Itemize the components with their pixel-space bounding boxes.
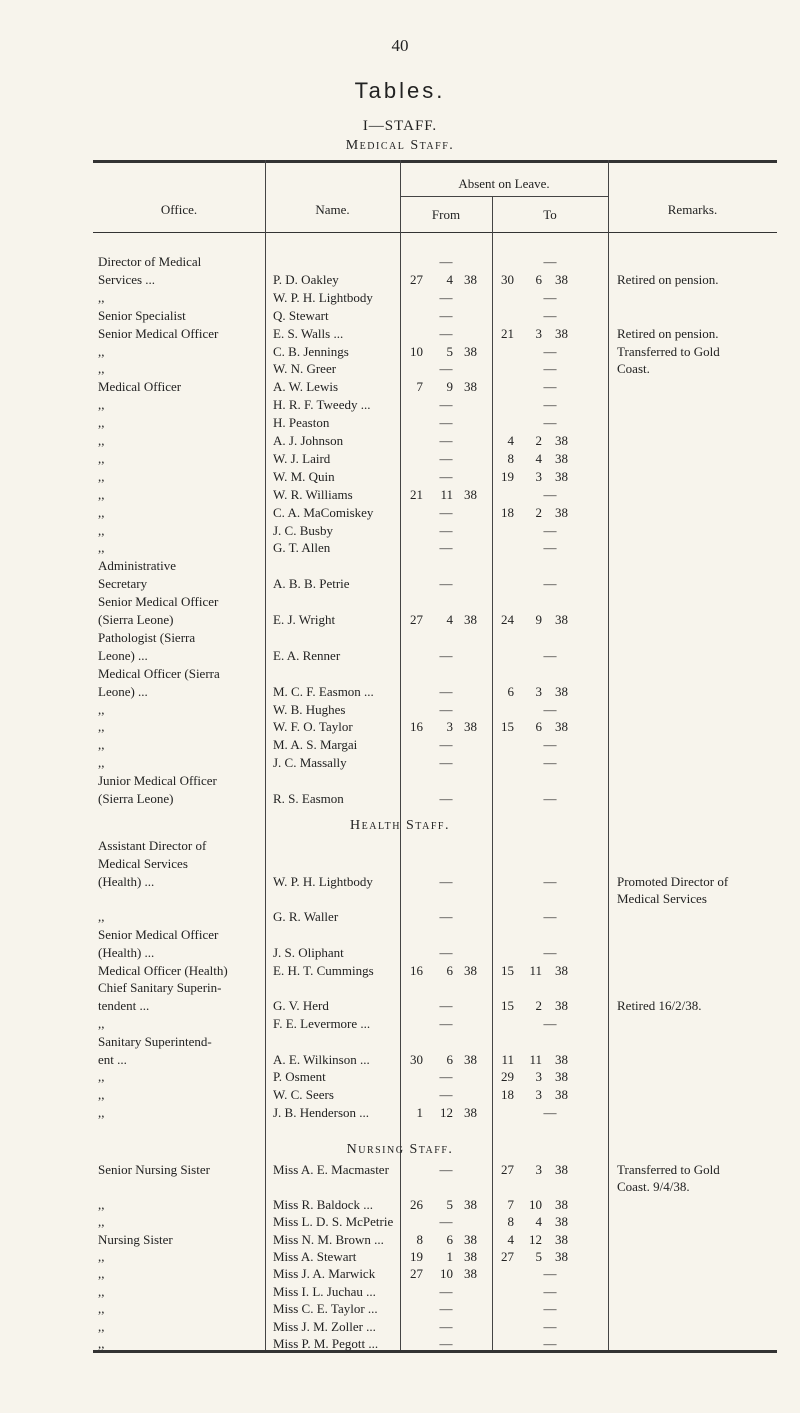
remarks-cell: Transferred to Gold xyxy=(617,343,720,359)
office-cell: ,, xyxy=(98,1249,105,1264)
leave-to-dash: — xyxy=(543,576,557,592)
leave-to-date-part: 7 xyxy=(507,1196,514,1212)
office-cell: ,, xyxy=(98,1196,105,1212)
office-cell: ,, xyxy=(98,361,105,377)
leave-from-date-part: 8 xyxy=(416,1231,423,1247)
name-cell: J. C. Massally xyxy=(273,755,347,771)
office-cell: Director of Medical xyxy=(98,254,202,269)
leave-from-date-part: 4 xyxy=(446,612,453,627)
leave-to-date-part: 3 xyxy=(535,1162,542,1177)
leave-to-date-part: 15 xyxy=(501,719,514,735)
leave-to-dash: — xyxy=(543,540,557,556)
leave-to-date-part: 38 xyxy=(555,433,568,448)
leave-from-date-part: 38 xyxy=(464,1051,477,1067)
leave-to-dash: — xyxy=(543,343,557,359)
leave-to-date-part: 24 xyxy=(501,612,514,627)
leave-from-dash: — xyxy=(439,1069,453,1085)
leave-to-dash: — xyxy=(543,909,557,925)
header-subrule xyxy=(400,196,608,197)
leave-to-date-part: 3 xyxy=(535,325,542,341)
leave-from-date-part: 27 xyxy=(410,271,423,287)
section-nursing-staff: Nursing Staff. xyxy=(346,1142,454,1157)
name-cell: M. C. F. Easmon ... xyxy=(273,683,374,699)
leave-from-date-part: 38 xyxy=(464,271,477,287)
name-cell: Q. Stewart xyxy=(273,307,329,323)
leave-to-date-part: 6 xyxy=(535,719,542,735)
name-cell: R. S. Easmon xyxy=(273,791,344,806)
name-cell: W. P. H. Lightbody xyxy=(273,289,373,305)
leave-from-dash: — xyxy=(439,504,453,520)
leave-from-dash: — xyxy=(439,791,453,806)
leave-from-date-part: 27 xyxy=(410,1266,423,1282)
office-cell: ,, xyxy=(98,522,105,538)
leave-to-dash: — xyxy=(543,379,557,395)
leave-from-dash: — xyxy=(439,701,453,717)
leave-from-date-part: 38 xyxy=(464,962,477,978)
section-subtitle: Medical Staff. xyxy=(345,138,455,153)
leave-to-date-part: 2 xyxy=(535,998,542,1014)
leave-from-date-part: 16 xyxy=(410,719,423,735)
table-header-rule xyxy=(93,232,777,233)
name-cell: G. T. Allen xyxy=(273,540,331,556)
office-cell: Services ... xyxy=(98,271,156,287)
remarks-cell: Retired on pension. xyxy=(617,271,719,287)
remarks-cell: Promoted Director of xyxy=(617,873,729,889)
leave-to-date-part: 9 xyxy=(535,612,542,627)
office-cell: Senior Medical Officer xyxy=(98,594,219,610)
leave-to-date-part: 10 xyxy=(529,1196,542,1212)
office-cell: ,, xyxy=(98,1283,105,1299)
name-cell: Miss J. A. Marwick xyxy=(273,1266,376,1282)
office-cell: ,, xyxy=(98,1266,105,1282)
leave-from-dash: — xyxy=(439,944,453,960)
section-title: I—STAFF. xyxy=(362,118,438,134)
remarks-cell: Retired on pension. xyxy=(617,325,719,341)
leave-from-dash: — xyxy=(439,433,453,448)
leave-from-date-part: 12 xyxy=(440,1105,453,1120)
leave-to-date-part: 30 xyxy=(501,271,514,287)
leave-from-date-part: 10 xyxy=(440,1266,453,1282)
name-cell: Miss L. D. S. McPetrie xyxy=(273,1214,394,1230)
leave-to-dash: — xyxy=(543,1336,557,1351)
leave-to-dash: — xyxy=(543,1105,557,1120)
office-cell: ,, xyxy=(98,755,105,771)
remarks-cell: Transferred to Gold xyxy=(617,1162,720,1177)
leave-from-date-part: 38 xyxy=(464,1231,477,1247)
name-cell: J. S. Oliphant xyxy=(273,944,344,960)
leave-from-dash: — xyxy=(439,450,453,466)
leave-from-date-part: 11 xyxy=(440,486,453,502)
office-cell: ,, xyxy=(98,289,105,305)
leave-from-date-part: 1 xyxy=(416,1105,423,1120)
leave-to-dash: — xyxy=(543,1301,557,1317)
office-cell: Administrative xyxy=(98,558,176,574)
leave-to-date-part: 29 xyxy=(501,1069,514,1085)
leave-from-dash: — xyxy=(439,1283,453,1299)
leave-from-date-part: 27 xyxy=(410,612,423,627)
name-cell: W. N. Greer xyxy=(273,361,337,377)
leave-to-date-part: 3 xyxy=(535,1087,542,1103)
leave-to-dash: — xyxy=(543,873,557,889)
office-cell: Sanitary Superintend- xyxy=(98,1033,212,1049)
leave-to-date-part: 3 xyxy=(535,1069,542,1085)
name-cell: M. A. S. Margai xyxy=(273,737,358,753)
leave-to-date-part: 3 xyxy=(535,468,542,484)
name-cell: W. P. H. Lightbody xyxy=(273,873,373,889)
remarks-cell: Coast. xyxy=(617,361,650,377)
remarks-cell: Coast. 9/4/38. xyxy=(617,1179,690,1195)
office-cell: Assistant Director of xyxy=(98,838,207,853)
office-cell: ,, xyxy=(98,719,105,735)
leave-to-dash: — xyxy=(543,1266,557,1282)
leave-from-date-part: 10 xyxy=(410,343,423,359)
leave-to-dash: — xyxy=(543,791,557,806)
name-cell: H. R. F. Tweedy ... xyxy=(273,397,371,413)
leave-from-dash: — xyxy=(439,647,453,663)
office-cell: ,, xyxy=(98,343,105,359)
name-cell: P. D. Oakley xyxy=(273,271,339,287)
leave-to-date-part: 21 xyxy=(501,325,514,341)
header-office: Office. xyxy=(160,202,198,217)
leave-from-dash: — xyxy=(439,1162,453,1177)
table-top-rule xyxy=(93,160,777,163)
leave-to-date-part: 38 xyxy=(555,504,568,520)
office-cell: ,, xyxy=(98,1336,105,1351)
leave-to-date-part: 8 xyxy=(507,450,514,466)
leave-from-dash: — xyxy=(439,683,453,699)
name-cell: Miss I. L. Juchau ... xyxy=(273,1283,376,1299)
table-row xyxy=(0,791,800,811)
leave-from-date-part: 30 xyxy=(410,1051,423,1067)
leave-to-date-part: 15 xyxy=(501,998,514,1014)
office-cell: Leone) ... xyxy=(98,647,148,663)
leave-to-date-part: 4 xyxy=(507,433,514,448)
leave-to-date-part: 4 xyxy=(507,1231,514,1247)
leave-to-dash: — xyxy=(543,522,557,538)
office-cell: ,, xyxy=(98,450,105,466)
name-cell: E. A. Renner xyxy=(273,647,341,663)
leave-to-date-part: 4 xyxy=(535,1214,542,1230)
name-cell: J. C. Busby xyxy=(273,522,333,538)
office-cell: Medical Officer xyxy=(98,379,182,395)
leave-to-dash: — xyxy=(543,944,557,960)
name-cell: E. S. Walls ... xyxy=(273,325,344,341)
office-cell: ,, xyxy=(98,701,105,717)
leave-to-date-part: 2 xyxy=(535,433,542,448)
leave-to-dash: — xyxy=(543,647,557,663)
office-cell: (Health) ... xyxy=(98,944,155,960)
office-cell: ,, xyxy=(98,433,105,448)
leave-from-date-part: 38 xyxy=(464,1249,477,1264)
leave-to-dash: — xyxy=(543,397,557,413)
name-cell: F. E. Levermore ... xyxy=(273,1016,371,1031)
leave-to-dash: — xyxy=(543,254,557,269)
remarks-cell: Retired 16/2/38. xyxy=(617,998,702,1014)
leave-to-dash: — xyxy=(543,1283,557,1299)
leave-from-date-part: 21 xyxy=(410,486,423,502)
leave-from-date-part: 6 xyxy=(446,1051,453,1067)
name-cell: G. R. Waller xyxy=(273,909,339,925)
leave-from-date-part: 1 xyxy=(446,1249,453,1264)
office-cell: Senior Medical Officer xyxy=(98,927,219,942)
office-cell: ,, xyxy=(98,1069,105,1085)
leave-to-date-part: 6 xyxy=(535,271,542,287)
leave-from-date-part: 38 xyxy=(464,1196,477,1212)
page-title: Tables. xyxy=(354,78,446,103)
leave-to-date-part: 38 xyxy=(555,962,568,978)
leave-to-date-part: 11 xyxy=(501,1051,514,1067)
name-cell: J. B. Henderson ... xyxy=(273,1105,370,1120)
leave-to-dash: — xyxy=(543,1318,557,1334)
leave-from-date-part: 26 xyxy=(410,1196,423,1212)
leave-from-dash: — xyxy=(439,1016,453,1031)
leave-to-dash: — xyxy=(543,415,557,431)
leave-to-date-part: 8 xyxy=(507,1214,514,1230)
leave-from-dash: — xyxy=(439,522,453,538)
header-from: From xyxy=(431,207,461,222)
leave-from-dash: — xyxy=(439,1214,453,1230)
leave-to-date-part: 38 xyxy=(555,468,568,484)
leave-to-date-part: 38 xyxy=(555,325,568,341)
table-row xyxy=(0,1105,800,1125)
leave-to-date-part: 38 xyxy=(555,1196,568,1212)
name-cell: A. B. B. Petrie xyxy=(273,576,350,592)
name-cell: Miss C. E. Taylor ... xyxy=(273,1301,378,1317)
leave-to-date-part: 11 xyxy=(529,962,542,978)
leave-to-date-part: 11 xyxy=(529,1051,542,1067)
name-cell: A. W. Lewis xyxy=(273,379,338,395)
leave-to-date-part: 2 xyxy=(535,504,542,520)
name-cell: Miss A. E. Macmaster xyxy=(273,1162,389,1177)
name-cell: W. B. Hughes xyxy=(273,701,346,717)
name-cell: E. H. T. Cummings xyxy=(273,962,374,978)
leave-from-dash: — xyxy=(439,909,453,925)
header-remarks: Remarks. xyxy=(667,202,718,217)
leave-to-dash: — xyxy=(543,307,557,323)
name-cell: W. F. O. Taylor xyxy=(273,719,353,735)
name-cell: Miss N. M. Brown ... xyxy=(273,1231,384,1247)
office-cell: ,, xyxy=(98,909,105,925)
name-cell: W. R. Williams xyxy=(273,486,353,502)
leave-to-dash: — xyxy=(543,737,557,753)
name-cell: H. Peaston xyxy=(273,415,330,431)
name-cell: A. J. Johnson xyxy=(273,433,344,448)
name-cell: Miss R. Baldock ... xyxy=(273,1196,374,1212)
office-cell: Medical Officer (Sierra xyxy=(98,665,220,681)
leave-to-dash: — xyxy=(543,289,557,305)
office-cell: ,, xyxy=(98,1087,105,1103)
office-cell: Chief Sanitary Superin- xyxy=(98,980,222,996)
leave-from-dash: — xyxy=(439,540,453,556)
leave-from-date-part: 38 xyxy=(464,612,477,627)
leave-to-dash: — xyxy=(543,486,557,502)
leave-from-dash: — xyxy=(439,737,453,753)
leave-to-date-part: 38 xyxy=(555,1214,568,1230)
leave-from-dash: — xyxy=(439,325,453,341)
leave-from-dash: — xyxy=(439,361,453,377)
leave-from-date-part: 38 xyxy=(464,486,477,502)
office-cell: Junior Medical Officer xyxy=(98,773,217,789)
leave-to-date-part: 15 xyxy=(501,962,514,978)
leave-from-date-part: 19 xyxy=(410,1249,423,1264)
name-cell: W. C. Seers xyxy=(273,1087,334,1103)
leave-from-dash: — xyxy=(439,576,453,592)
name-cell: E. J. Wright xyxy=(273,612,336,627)
office-cell: Leone) ... xyxy=(98,683,148,699)
leave-from-date-part: 9 xyxy=(446,379,453,395)
leave-from-dash: — xyxy=(439,998,453,1014)
office-cell: Medical Officer (Health) xyxy=(98,962,228,978)
leave-to-date-part: 38 xyxy=(555,1051,568,1067)
leave-to-dash: — xyxy=(543,701,557,717)
remarks-cell: Medical Services xyxy=(617,891,707,907)
office-cell: ,, xyxy=(98,1301,105,1317)
leave-to-date-part: 38 xyxy=(555,998,568,1014)
leave-to-date-part: 38 xyxy=(555,612,568,627)
leave-from-date-part: 3 xyxy=(446,719,453,735)
leave-from-dash: — xyxy=(439,1301,453,1317)
leave-to-date-part: 12 xyxy=(529,1231,542,1247)
name-cell: P. Osment xyxy=(273,1069,326,1085)
leave-to-date-part: 38 xyxy=(555,1162,568,1177)
leave-to-date-part: 38 xyxy=(555,1231,568,1247)
leave-to-dash: — xyxy=(543,755,557,771)
office-cell: ,, xyxy=(98,1105,105,1120)
leave-to-date-part: 38 xyxy=(555,271,568,287)
leave-from-date-part: 5 xyxy=(446,343,453,359)
name-cell: Miss A. Stewart xyxy=(273,1249,357,1264)
leave-from-dash: — xyxy=(439,1318,453,1334)
office-cell: ,, xyxy=(98,415,105,431)
name-cell: A. E. Wilkinson ... xyxy=(273,1051,370,1067)
leave-from-date-part: 4 xyxy=(446,271,453,287)
office-cell: ,, xyxy=(98,1016,105,1031)
name-cell: C. B. Jennings xyxy=(273,343,349,359)
leave-from-dash: — xyxy=(439,397,453,413)
leave-from-dash: — xyxy=(439,468,453,484)
name-cell: Miss J. M. Zoller ... xyxy=(273,1318,376,1334)
leave-to-date-part: 38 xyxy=(555,683,568,699)
name-cell: W. M. Quin xyxy=(273,468,335,484)
leave-from-dash: — xyxy=(439,755,453,771)
office-cell: ,, xyxy=(98,397,105,413)
leave-to-dash: — xyxy=(543,361,557,377)
office-cell: Senior Specialist xyxy=(98,307,186,323)
header-absent-on-leave: Absent on Leave. xyxy=(458,176,550,191)
office-cell: ,, xyxy=(98,737,105,753)
leave-to-date-part: 38 xyxy=(555,1249,568,1264)
leave-from-dash: — xyxy=(439,415,453,431)
leave-to-date-part: 3 xyxy=(535,683,542,699)
leave-from-date-part: 38 xyxy=(464,343,477,359)
office-cell: ,, xyxy=(98,468,105,484)
leave-to-dash: — xyxy=(543,1016,557,1031)
office-cell: Senior Medical Officer xyxy=(98,325,219,341)
office-cell: (Health) ... xyxy=(98,873,155,889)
office-cell: Senior Nursing Sister xyxy=(98,1162,210,1177)
leave-from-date-part: 38 xyxy=(464,379,477,395)
office-cell: ent ... xyxy=(98,1051,127,1067)
office-cell: ,, xyxy=(98,540,105,556)
office-cell: Secretary xyxy=(98,576,148,592)
leave-from-date-part: 7 xyxy=(416,379,423,395)
name-cell: C. A. MaComiskey xyxy=(273,504,374,520)
leave-from-dash: — xyxy=(439,254,453,269)
leave-to-date-part: 27 xyxy=(501,1249,514,1264)
leave-to-date-part: 38 xyxy=(555,1069,568,1085)
leave-from-date-part: 5 xyxy=(446,1196,453,1212)
leave-to-date-part: 4 xyxy=(535,450,542,466)
leave-from-dash: — xyxy=(439,289,453,305)
header-to: To xyxy=(543,207,557,222)
office-cell: Medical Services xyxy=(98,855,188,871)
leave-to-date-part: 5 xyxy=(535,1249,542,1264)
office-cell: tendent ... xyxy=(98,998,150,1014)
leave-from-date-part: 38 xyxy=(464,1266,477,1282)
office-cell: Pathologist (Sierra xyxy=(98,629,196,645)
office-cell: (Sierra Leone) xyxy=(98,612,174,627)
leave-from-date-part: 38 xyxy=(464,1105,477,1120)
office-cell: ,, xyxy=(98,1214,105,1230)
leave-to-date-part: 38 xyxy=(555,1087,568,1103)
page-number: 40 xyxy=(391,36,409,55)
leave-from-dash: — xyxy=(439,873,453,889)
office-cell: (Sierra Leone) xyxy=(98,791,174,806)
leave-to-date-part: 6 xyxy=(507,683,514,699)
office-cell: ,, xyxy=(98,486,105,502)
leave-to-date-part: 38 xyxy=(555,719,568,735)
office-cell: ,, xyxy=(98,504,105,520)
leave-from-date-part: 6 xyxy=(446,1231,453,1247)
header-name: Name. xyxy=(315,202,350,217)
leave-from-dash: — xyxy=(439,307,453,323)
leave-from-date-part: 38 xyxy=(464,719,477,735)
leave-to-date-part: 18 xyxy=(501,504,514,520)
leave-to-date-part: 18 xyxy=(501,1087,514,1103)
leave-from-date-part: 16 xyxy=(410,962,423,978)
office-cell: Nursing Sister xyxy=(98,1231,173,1247)
section-health-staff: Health Staff. xyxy=(350,818,450,833)
name-cell: Miss P. M. Pegott ... xyxy=(273,1336,379,1351)
leave-to-date-part: 19 xyxy=(501,468,514,484)
office-cell: ,, xyxy=(98,1318,105,1334)
leave-from-dash: — xyxy=(439,1336,453,1351)
name-cell: G. V. Herd xyxy=(273,998,329,1014)
leave-to-date-part: 27 xyxy=(501,1162,514,1177)
leave-from-dash: — xyxy=(439,1087,453,1103)
table-row xyxy=(0,1336,800,1356)
leave-from-date-part: 6 xyxy=(446,962,453,978)
name-cell: W. J. Laird xyxy=(273,450,331,466)
leave-to-date-part: 38 xyxy=(555,450,568,466)
